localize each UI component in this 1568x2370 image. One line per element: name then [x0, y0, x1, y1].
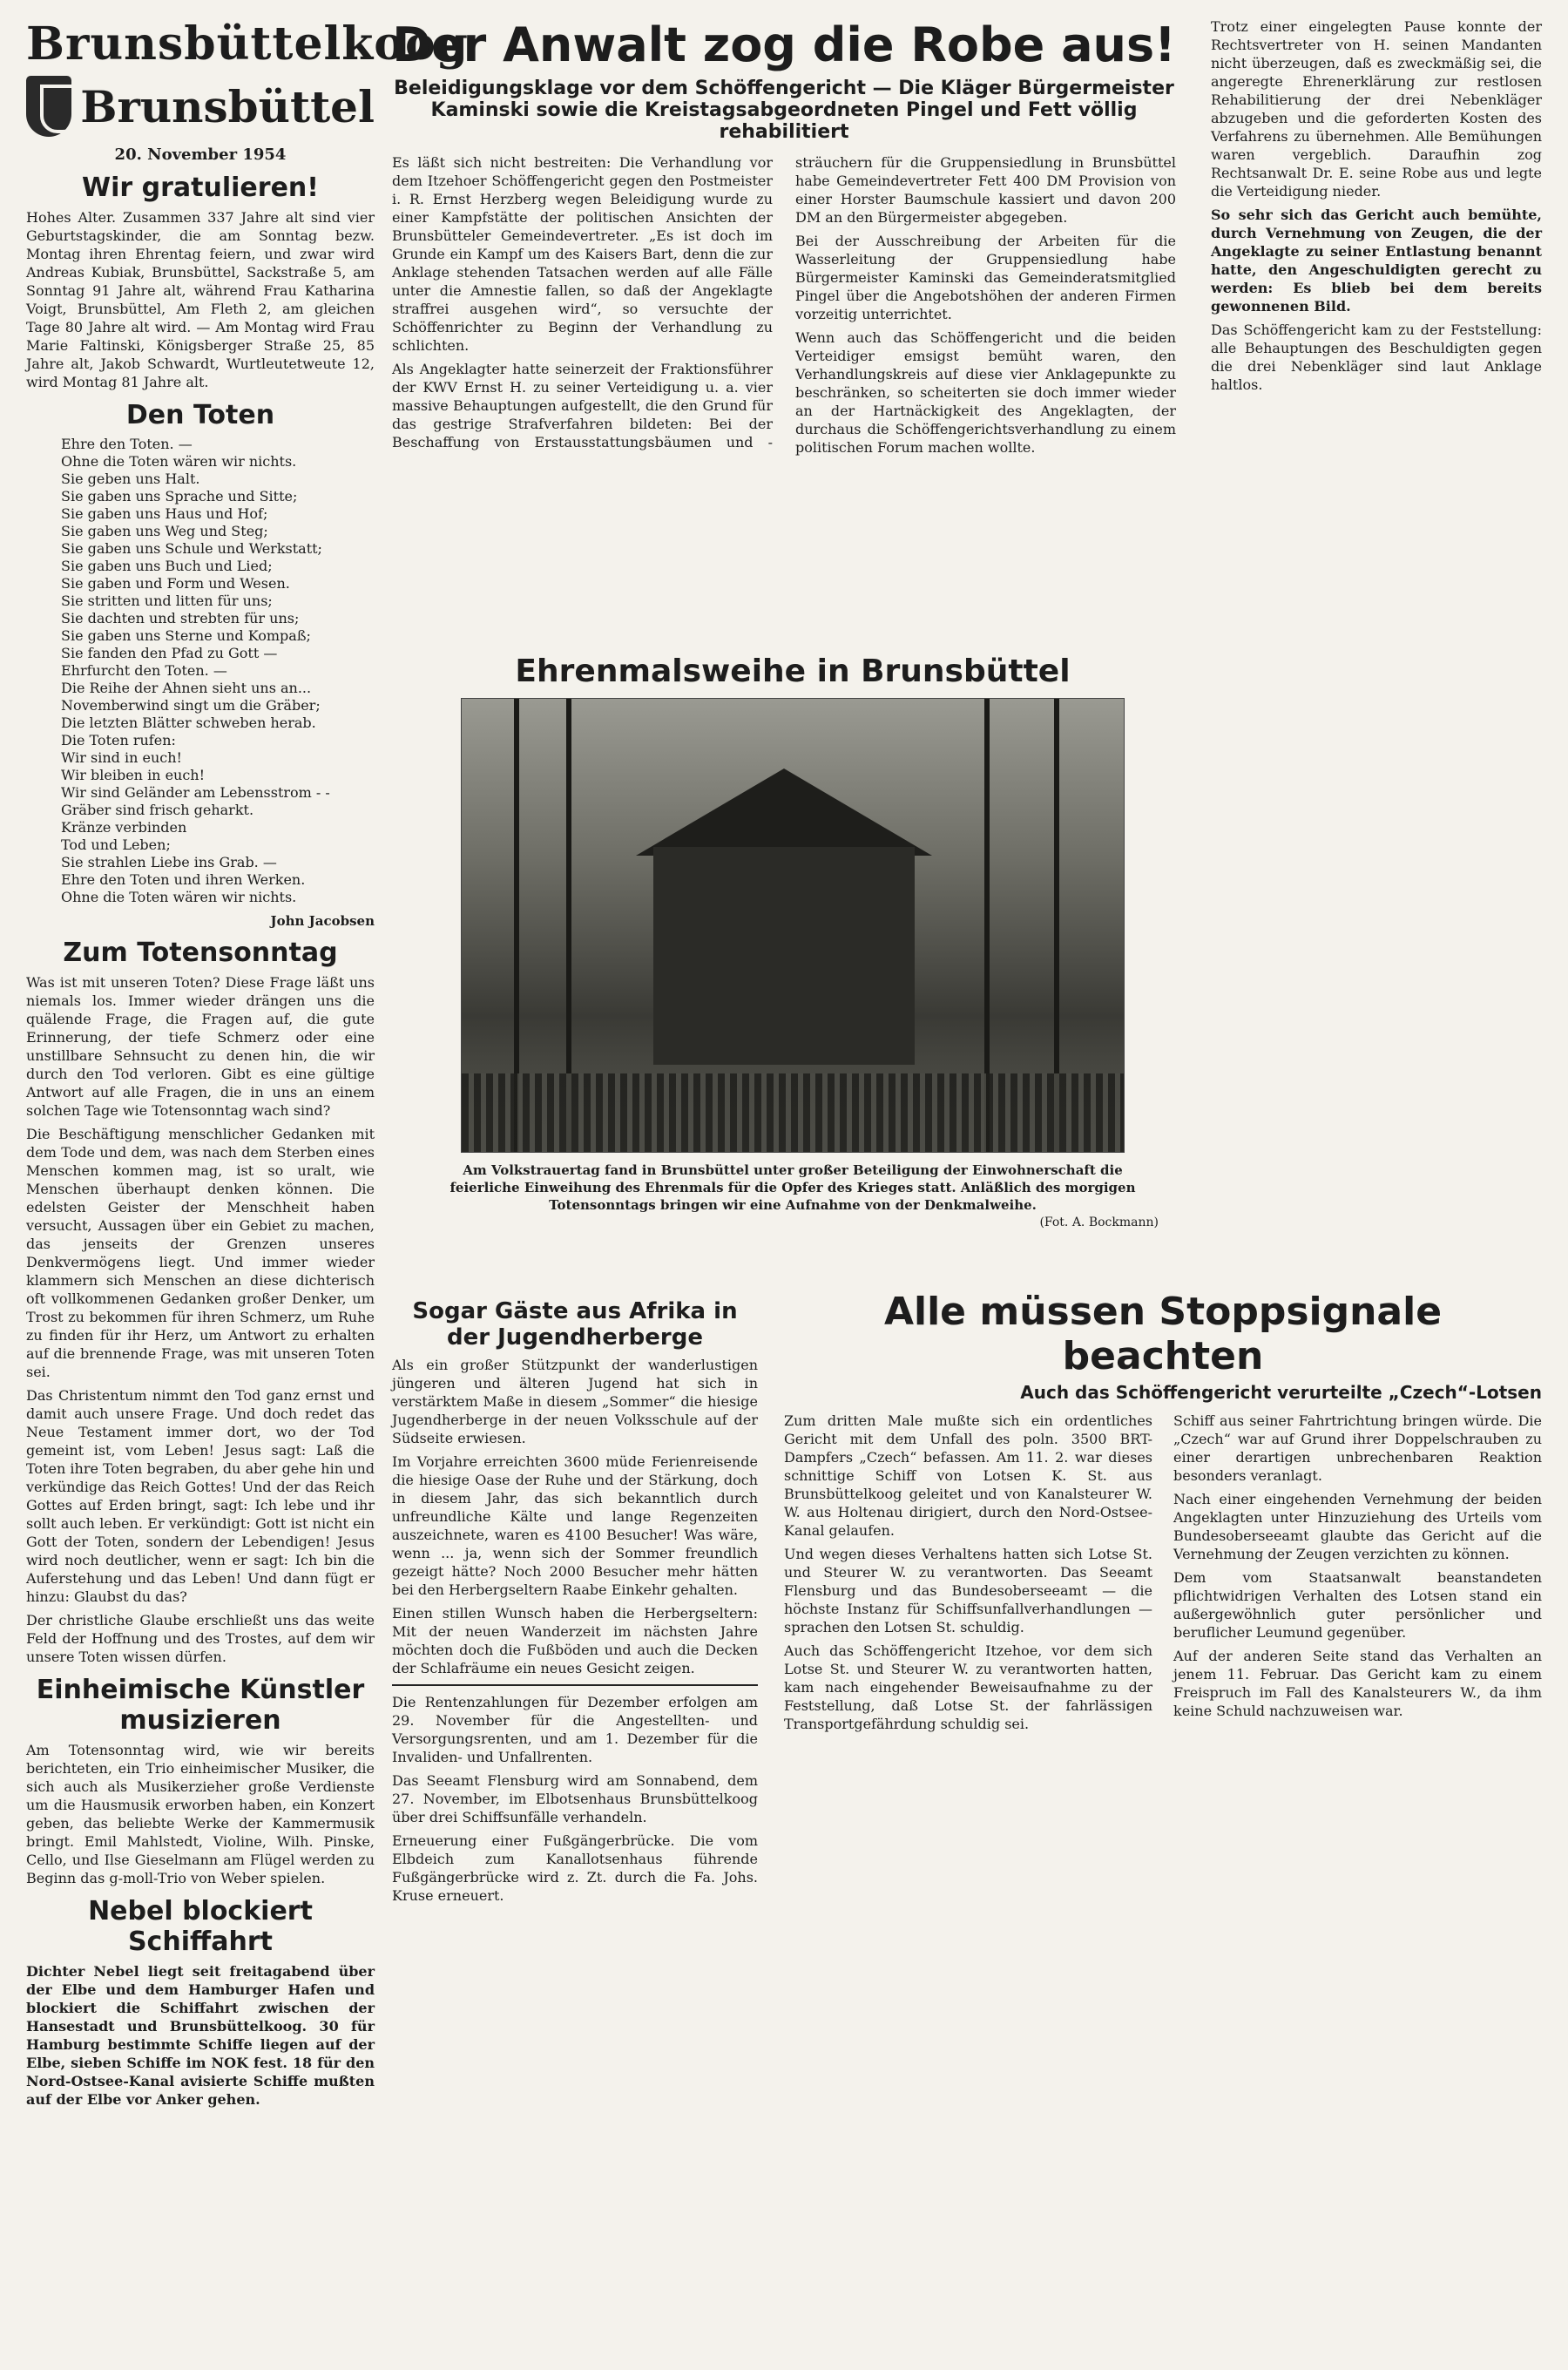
poem-line: Sie fanden den Pfad zu Gott —	[61, 645, 278, 661]
paragraph: Bei der Ausschreibung der Arbeiten für die Wasserleitung der Gruppensiedlung habe Bürgermeister Kaminski das Gemeinderatsmitglied Pingel über die Angebotshöhen der anderen Firmen vorzeitig unterrichtet.	[795, 233, 1176, 322]
masthead-line2: Brunsbüttel	[80, 80, 375, 132]
memorial-photo	[461, 698, 1125, 1153]
poem-line: Sie gaben uns Haus und Hof;	[61, 505, 268, 522]
stopp-title: Alle müssen Stoppsignale beachten	[883, 1290, 1443, 1378]
poem-line: Tod und Leben;	[61, 836, 171, 853]
paragraph: Wenn auch das Schöffengericht und die beiden Verteidiger emsigst bemüht waren, den Verhandlungskreis auf diese vier Anklagepunkte zu beschränken, so scheiterten sie doch immer wieder an der Hartnäckigkeit des Angeklagten, der durchaus die Schöffengerichtsverhandlung zu einem politischen Forum machen wollte.	[795, 329, 1176, 456]
paragraph: Als ein großer Stützpunkt der wanderlustigen jüngeren und älteren Jugend hat sich in verstärktem Maße in diesem „Sommer“ die hiesige Jugendherberge in der neuen Volksschule auf der Südseite erwiesen.	[392, 1357, 758, 1446]
poem-line: Die Reihe der Ahnen sieht uns an...	[61, 680, 312, 696]
paragraph: Dem vom Staatsanwalt beanstandeten pflichtwidrigen Verhalten des Lotsen stand ein außergewöhnlich guter persönlicher und beruflicher Leumund gegenüber.	[1173, 1569, 1542, 1641]
paragraph: Schiff aus seiner Fahrtrichtung bringen würde. Die „Czech“ war auf Grund ihrer Doppelschrauben zu einer derartigen unbrechenbaren Reaktion besonders veranlagt.	[1173, 1412, 1542, 1484]
poem-author: John Jacobsen	[270, 913, 375, 929]
poem-line: Sie gaben und Form und Wesen.	[61, 575, 290, 592]
poem-line: Novemberwind singt um die Gräber;	[61, 697, 321, 714]
kuenstler-text: Am Totensonntag wird, wie wir bereits berichteten, ein Trio einheimischer Musiker, die sich auch als Musikerzieher große Verdienste um die Hausmusik erworben haben, ein Konzert geben, das beliebte Werke der Kammermusik bringt. Emil Mahlstedt, Violine, Wilh. Pinske, Cello, und Ilse Gieselmann am Flügel werden zu Beginn das g-moll-Trio von Weber spielen.	[26, 1742, 375, 1886]
paragraph: Die Beschäftigung menschlicher Gedanken mit dem Tode und dem, was nach dem Sterben eines Menschen kommen mag, ist so uralt, wie Menschen überhaupt denken können. Die edelsten Geister der Menschheit haben versucht, Aussagen über ein Gebiet zu machen, das jenseits der Grenzen unseres Denkvermögens liegt. Und immer wieder klammern sich Menschen an diese dichterisch oft vollkommenen Gedanken großer Denker, um Trost zu bekommen für ihren Schmerz, um Ruhe zu finden für ihr Herz, um Antwort zu erhalten auf die brennende Frage, was mit unseren Toten sei.	[26, 1126, 375, 1380]
poem-line: Die Toten rufen:	[61, 732, 176, 748]
poem-line: Wir sind Geländer am Lebensstrom - -	[61, 784, 330, 801]
photo-caption: Am Volkstrauertag fand in Brunsbüttel unter großer Beteiligung der Einwohnerschaft die feierliche Einweihung des Ehrenmals für die Opfer des Krieges statt. Anläßlich des morgigen Totensonntags bringen wir eine Aufnahme von der Denkmalweihe.	[449, 1162, 1136, 1213]
kuenstler-title: Einheimische Künstler musizieren	[36, 1675, 365, 1736]
paragraph: Im Vorjahre erreichten 3600 müde Ferienreisende die hiesige Oase der Ruhe und der Stärkung, doch in diesem Jahr, das sich bekanntlich durch unfreundliche Kälte und lange Regenzeiten auszeichnete, waren es 4100 Besucher! Was wäre, wenn ... ja, wenn sich der Sommer freundlich gezeigt hätte? Noch 2000 Besucher mehr hätten bei den Herbergseltern Raabe Einkehr gehalten.	[392, 1453, 758, 1598]
poem-line: Die letzten Blätter schweben herab.	[61, 714, 316, 731]
photo-block	[392, 653, 1193, 1229]
photo-credit: (Fot. A. Bockmann)	[1039, 1215, 1159, 1229]
totensonntag-title: Zum Totensonntag	[63, 938, 338, 968]
poem-line: Sie geben uns Halt.	[61, 471, 200, 487]
masthead	[26, 17, 470, 137]
paragraph: Auch das Schöffengericht Itzehoe, vor dem sich Lotse St. und Steurer W. zu verantworten hatten, kam nach eingehender Beweisaufnahme zu der Feststellung, daß Lotse St. der fahrlässigen Transportgefährdung schuldig sei.	[784, 1642, 1152, 1732]
afrika-article	[392, 1290, 758, 2361]
news-note: Das Seeamt Flensburg wird am Sonnabend, dem 27. November, im Elbotsenhaus Brunsbüttelkoog über drei Schiffsunfälle verhandeln.	[392, 1772, 758, 1825]
nebel-text: Dichter Nebel liegt seit freitagabend über der Elbe und dem Hamburger Hafen und blockiert die Schiffahrt zwischen der Hansestadt und Brunsbüttelkoog. 30 für Hamburg bestimmte Schiffe liegen auf der Elbe, sieben Schiffe im NOK fest. 18 für den Nord-Ostsee-Kanal avisierte Schiffe mußten auf der Elbe vor Anker gehen.	[26, 1963, 375, 2108]
poem-line: Sie gaben uns Sterne und Kompaß;	[61, 627, 311, 644]
paragraph: Trotz einer eingelegten Pause konnte der Rechtsvertreter von H. seinen Mandanten nicht überzeugen, daß es zweckmäßig sei, die angeregte Ehrenerklärung zur restlosen Rehabilitierung der drei Nebenkläger abzugeben und die geforderten Kosten des Verfahrens zu übernehmen. Alle Bemühungen waren vergeblich. Daraufhin zog Rechtsanwalt Dr. E. seine Robe aus und legte die Verteidigung nieder.	[1211, 18, 1542, 200]
poem-line: Sie strahlen Liebe ins Grab. —	[61, 854, 277, 870]
poem-line: Sie gaben uns Buch und Lied;	[61, 558, 273, 574]
paragraph: So sehr sich das Gericht auch bemühte, durch Vernehmung von Zeugen, die der Angeklagte zu seiner Entlastung benannt hatte, den Angeschuldigten gerecht zu werden: Es blieb bei dem bereits gewonnenen Bild.	[1211, 207, 1542, 315]
toten-poem	[61, 436, 375, 906]
dateline: 20. November 1954	[114, 146, 287, 164]
poem-line: Sie gaben uns Sprache und Sitte;	[61, 488, 298, 504]
top-story-title: Der Anwalt zog die Robe aus!	[392, 17, 1176, 72]
top-story-subtitle: Beleidigungsklage vor dem Schöffengericht — Die Kläger Bürgermeister Kaminski sowie die Kreistagsabgeordneten Pingel und Fett völlig rehabilitiert	[394, 78, 1174, 143]
poem-line: Sie stritten und litten für uns;	[61, 592, 273, 609]
poem-line: Wir sind in euch!	[61, 749, 182, 766]
nebel-title: Nebel blockiert Schiffahrt	[88, 1896, 313, 1957]
stopp-subtitle: Auch das Schöffengericht verurteilte „Czech“-Lotsen	[1020, 1382, 1542, 1403]
paragraph: Es läßt sich nicht bestreiten: Die Verhandlung vor dem Itzehoer Schöffengericht gegen den Postmeister i. R. Ernst Herzberg wegen Beleidigung wurde zu einer Kampfstätte der politischen Ansichten der Brunsbütteler Gemeindevertreter. „Es ist doch im Grunde ein Kampf um des Kaisers Bart, denn die zur Anklage stehenden Tatsachen werden auf alle Fälle unter die Amnestie fallen, so daß der Angeklagte straffrei ausgehen wird“, so versuchte der Schöffenrichter zu Beginn der Verhandlung zu schlichten.	[392, 154, 773, 354]
poem-line: Ehre den Toten und ihren Werken.	[61, 871, 306, 888]
poem-line: Sie dachten und strebten für uns;	[61, 610, 300, 626]
paragraph: Nach einer eingehenden Vernehmung der beiden Angeklagten unter Hinzuziehung des Urteils vom Bundesoberseeamt glaubte das Gericht auf die Vernehmung der Zeugen verzichten zu können.	[1173, 1491, 1542, 1562]
paragraph: Der christliche Glaube erschließt uns das weite Feld der Hoffnung und des Trostes, auf dem wir unsere Toten wissen dürfen.	[26, 1612, 375, 1665]
top-story-body	[392, 153, 1176, 641]
paragraph: Zum dritten Male mußte sich ein ordentliches Gericht mit dem Unfall des poln. 3500 BRT-Dampfers „Czech“ befassen. Am 11. 2. war dieses schnittige Schiff von Lotsen K. St. aus Brunsbüttelkoog geleitet und von Kanalsteurer W. W. aus Holtenau dirigiert, durch den Nord-Ostsee-Kanal gelaufen.	[784, 1412, 1152, 1539]
gratulieren-title: Wir gratulieren!	[82, 173, 319, 203]
crest-icon	[26, 76, 71, 137]
paragraph: Das Christentum nimmt den Tod ganz ernst und damit auch unsere Frage. Und doch redet das Neue Testament immer dort, wo der Tod gemeint ist, vom Leben! Jesus sagt: Laß die Toten ihre Toten begraben, du aber gehe hin und verkündige das Reich Gottes! Und der das Reich Gottes auf Erden bringt, sagt: Ich lebe und ihr sollt auch leben. Er verkündigt: Gott ist nicht ein Gott der Toten, sondern der Lebendigen! Jesus wird noch deutlicher, wenn er sagt: Ich bin die Auferstehung und das Leben! Und dann fügt er hinzu: Glaubst du das?	[26, 1387, 375, 1605]
news-note: Die Rentenzahlungen für Dezember erfolgen am 29. November für die Angestellten- und Versorgungsrenten, und am 1. Dezember für die Invaliden- und Unfallrenten.	[392, 1694, 758, 1765]
paragraph: Was ist mit unseren Toten? Diese Frage läßt uns niemals los. Immer wieder drängen uns die quälende Frage, die Fragen auf, die gute Erinnerung, der tiefe Schmerz oder eine unstillbare Sehnsucht zu denen hin, die wir durch den Tod verloren. Gibt es eine gültige Antwort auf alle Fragen, die in uns an einem solchen Tage wie Totensonntag wach sind?	[26, 974, 375, 1119]
toten-title: Den Toten	[125, 400, 275, 430]
paragraph: Und wegen dieses Verhaltens hatten sich Lotse St. und Steurer W. zu verantworten. Das Seeamt Flensburg und das Bundesoberseeamt — die höchste Instanz für Schiffsunfallverhandlungen — sprachen den Lotsen St. schuldig.	[784, 1546, 1152, 1635]
poem-line: Gräber sind frisch geharkt.	[61, 802, 254, 818]
left-column	[26, 17, 470, 2361]
poem-line: Ohne die Toten wären wir nichts.	[61, 889, 297, 905]
afrika-title: Sogar Gäste aus Afrika in der Jugendherberge	[412, 1298, 738, 1351]
poem-line: Ehre den Toten. —	[61, 436, 193, 452]
paragraph: Auf der anderen Seite stand das Verhalten an jenem 11. Februar. Das Gericht kam zu einem Freispruch im Fall des Kanalsteurers W., da ihm keine Schuld nachzuweisen war.	[1173, 1648, 1542, 1719]
top-story-continuation	[1211, 17, 1542, 1281]
poem-line: Sie gaben uns Weg und Steg;	[61, 523, 268, 539]
paragraph: Das Schöffengericht kam zu der Feststellung: alle Behauptungen des Beschuldigten gegen die drei Nebenkläger sind laut Anklage haltlos.	[1211, 322, 1542, 393]
paragraph: Einen stillen Wunsch haben die Herbergseltern: Mit der neuen Wanderzeit im nächsten Jahre möchten doch die Fußböden und auch die Decken der Schlafräume ein neues Gesicht zeigen.	[392, 1605, 758, 1676]
paragraph: Als Angeklagter hatte seinerzeit der Fraktionsführer der KWV Ernst H. zu seiner Verteidigung u. a. vier massive Behauptungen aufgestellt, die den Grund für das gestrige Strafverfahren bildeten: Bei der Beschaffung von Erstausstattungsbäumen und -sträuchern für die Gruppensiedlung in Brunsbüttel habe Gemeindevertreter Fett 400 DM Provision von einer Horster Baumschule kassiert und davon 200 DM an den Bürgermeister abgegeben.	[392, 154, 1176, 450]
poem-line: Ohne die Toten wären wir nichts.	[61, 453, 297, 470]
gratulieren-text: Hohes Alter. Zusammen 337 Jahre alt sind vier Geburtstagskinder, die am Sonntag bezw. Montag ihren Ehrentag feiern, und zwar wird Andreas Kubiak, Brunsbüttel, Sackstraße 5, am Sonntag 91 Jahre alt, während Frau Katharina Voigt, Brunsbüttel, Am Fleth 2, am gleichen Tage 80 Jahre alt wird. — Am Montag wird Frau Marie Faltinski, Königsberger Straße 25, 85 Jahre alt, Jakob Schwardt, Wurtleutetweute 12, wird Montag 81 Jahre alt.	[26, 209, 375, 390]
totensonntag-body	[26, 973, 375, 1666]
poem-line: Ehrfurcht den Toten. —	[61, 662, 227, 679]
poem-line: Sie gaben uns Schule und Werkstatt;	[61, 540, 322, 557]
photo-title: Ehrenmalsweihe in Brunsbüttel	[515, 653, 1071, 689]
stopp-article	[784, 1290, 1542, 2361]
news-note: Erneuerung einer Fußgängerbrücke. Die vom Elbdeich zum Kanallotsenhaus führende Fußgängerbrücke wird z. Zt. durch die Fa. Johs. Kruse erneuert.	[392, 1832, 758, 1904]
masthead-line1: Brunsbüttelkoog	[26, 17, 470, 71]
poem-line: Wir bleiben in euch!	[61, 767, 206, 783]
poem-line: Kränze verbinden	[61, 819, 187, 836]
